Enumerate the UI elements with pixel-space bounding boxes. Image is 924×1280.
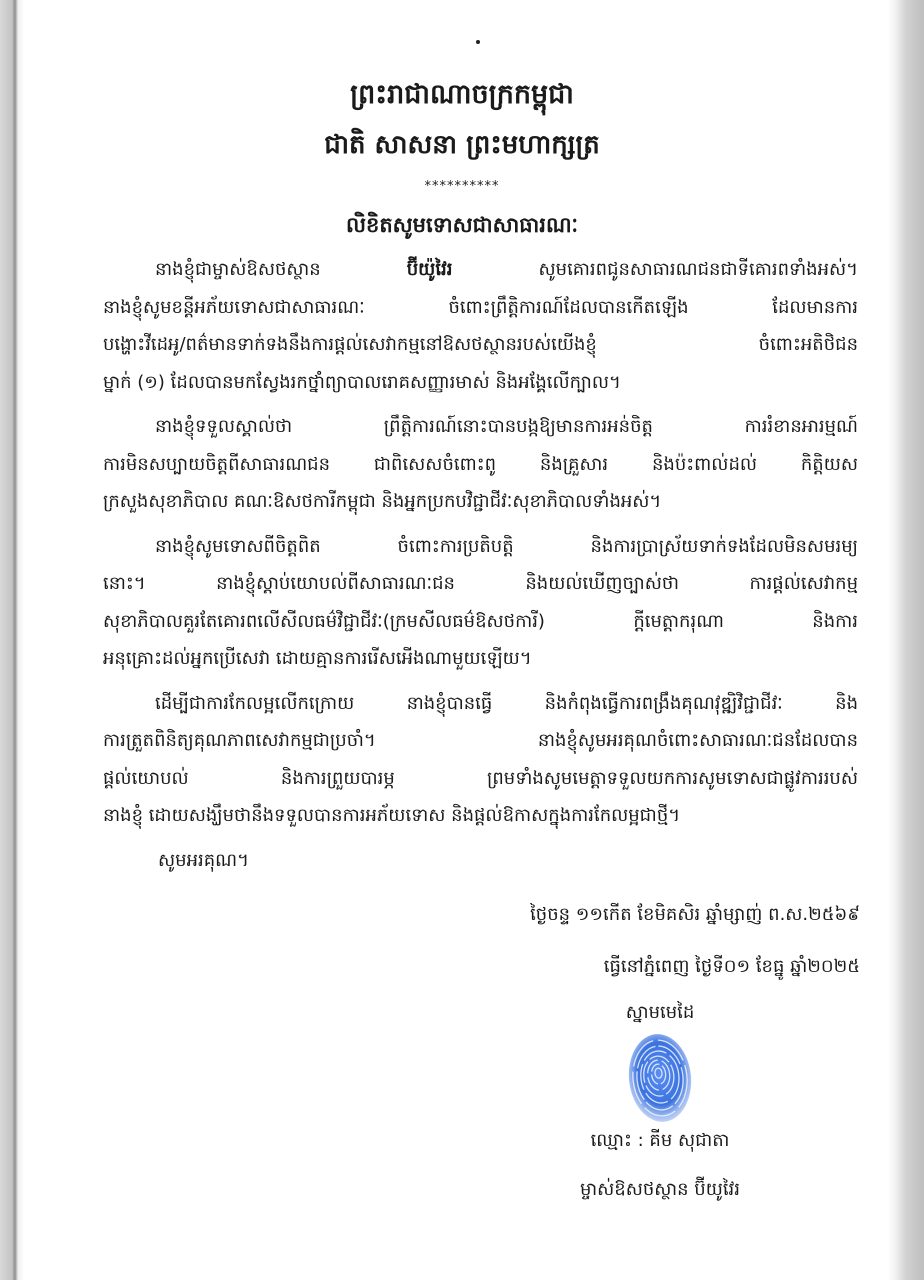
paragraph-line: ក្រសួងសុខាភិបាល គណៈឱសថការីកម្ពុជា និងអ្នកប្រកបវិជ្ជាជីវៈសុខាភិបាលទាំងអស់។ bbox=[103, 491, 662, 512]
letter-title: លិខិតសូមទោសជាសាធារណៈ bbox=[346, 213, 578, 237]
signatory-title: ម្ចាស់ឱសថស្ថាន ប៊ីយូវៃរ bbox=[580, 1179, 740, 1200]
scan-speck bbox=[476, 40, 480, 44]
line-segment: សូមគោរពជូនសាធារណជនជាទីគោរពទាំងអស់។ bbox=[538, 259, 858, 280]
paragraph-line: នាងខ្ញុំ ដោយសង្ឃឹមថានឹងទទួលបានការអភ័យទោស និងផ្តល់ឱកាសក្នុងការកែលម្អជាថ្មី។ bbox=[103, 805, 681, 826]
paragraph-line: ម្នាក់ (១) ដែលបានមកស្វែងរកថ្នាំព្យាបាលរោគសញ្ញារមាស់ និងអង្គែលើក្បាល។ bbox=[103, 371, 621, 393]
place-and-date: ធ្វើនៅភ្នំពេញ ថ្ងៃទី០១ ខែធ្នូ ឆ្នាំ២០២៥ bbox=[603, 956, 860, 977]
letter-body bbox=[103, 251, 858, 879]
signatory-name: ឈ្មោះ : គីម សុជាតា bbox=[590, 1130, 730, 1151]
paragraph-line: ដើម្បីជាការកែលម្អលើកក្រោយ នាងខ្ញុំបានធ្វើ និងកំពុងធ្វើការពង្រឹងគុណវុឌ្ឍិវិជ្ជាជីវៈ និង bbox=[155, 692, 858, 714]
paragraph-improvement-commitment bbox=[103, 685, 858, 835]
lunar-date: ថ្ងៃចន្ទ ១១កើត ខែមិគសិរ ឆ្នាំម្សាញ់ ព.ស.២៥៦៩ bbox=[530, 904, 860, 925]
paragraph-apology-statement bbox=[103, 251, 858, 401]
closing-thanks: សូមអរគុណ។ bbox=[158, 849, 249, 871]
paragraph-line bbox=[103, 251, 858, 289]
signature-block bbox=[510, 995, 810, 1206]
paragraph-line: ការមិនសប្បាយចិត្តពីសាធារណជន ជាពិសេសចំពោះពូ និងគ្រួសារ និងប៉ះពាល់ដល់ កិត្តិយស bbox=[103, 453, 858, 475]
paragraph-line: នាងខ្ញុំសូមខន្តីអភ័យទោសជាសាធារណៈ ចំពោះព្រឹត្តិការណ៍ដែលបានកើតឡើង ដែលមានការ bbox=[103, 296, 858, 318]
date-block bbox=[400, 897, 860, 985]
letterhead bbox=[0, 73, 924, 242]
line-segment: នាងខ្ញុំជាម្ចាស់ឱសថស្ថាន bbox=[155, 259, 321, 280]
paragraph-sincere-apology bbox=[103, 528, 858, 678]
paragraph-line: បង្ហោះវីដេអូ/ពត៌មានទាក់ទងនឹងការផ្តល់សេវាកម្មនៅឱសថស្ថានរបស់យើងខ្ញុំ ចំពោះអតិថិជន bbox=[103, 334, 858, 355]
pharmacy-name: ប៊ីយ៉ូវៃរ bbox=[406, 259, 453, 280]
paragraph-line: ការត្រួតពិនិត្យគុណភាពសេវាកម្មជាប្រចាំ។ នាងខ្ញុំសូមអរគុណចំពោះសាធារណៈជនដែលបាន bbox=[103, 730, 858, 751]
paragraph-line: នាងខ្ញុំទទួលស្គាល់ថា ព្រឹត្តិការណ៍នោះបានបង្កឱ្យមានការអន់ចិត្ត ការរំខានអារម្មណ៍ bbox=[155, 416, 858, 437]
thumbprint-label: ស្នាមមេដៃ bbox=[625, 1002, 695, 1023]
paragraph-line: អនុគ្រោះដល់អ្នកប្រើសេវា ដោយគ្មានការរើសអើងណាមួយឡើយ។ bbox=[103, 648, 532, 669]
paragraph-line: សុខាភិបាលគួរតែគោរពលើសីលធម៌វិជ្ជាជីវៈ(ក្រមសីលធម៌ឱសថការី) ក្តីមេត្តាករុណា និងការ bbox=[103, 610, 858, 632]
letterhead-motto: ជាតិ សាសនា ព្រះមហាក្សត្រ bbox=[324, 130, 600, 160]
paragraph-line: ផ្តល់យោបល់ និងការព្រួយបារម្ភ ព្រមទាំងសូមមេត្តាទទួលយកការសូមទោសជាផ្លូវការរបស់ bbox=[103, 767, 858, 789]
paragraph-acknowledgement bbox=[103, 408, 858, 521]
letterhead-kingdom: ព្រះរាជាណាចក្រកម្ពុជា bbox=[350, 79, 574, 110]
paragraph-line: នោះ។ នាងខ្ញុំស្តាប់យោបល់ពីសាធារណៈជន និងយល់ឃើញច្បាស់ថា ការផ្តល់សេវាកម្ម bbox=[103, 573, 858, 594]
letterhead-separator: ********** bbox=[424, 179, 500, 194]
paragraph-line: នាងខ្ញុំសូមទោសពីចិត្តពិត ចំពោះការប្រតិបត្តិ និងការប្រាស្រ័យទាក់ទងដែលមិនសមរម្យ bbox=[155, 535, 858, 557]
fingerprint-image bbox=[624, 1031, 696, 1125]
